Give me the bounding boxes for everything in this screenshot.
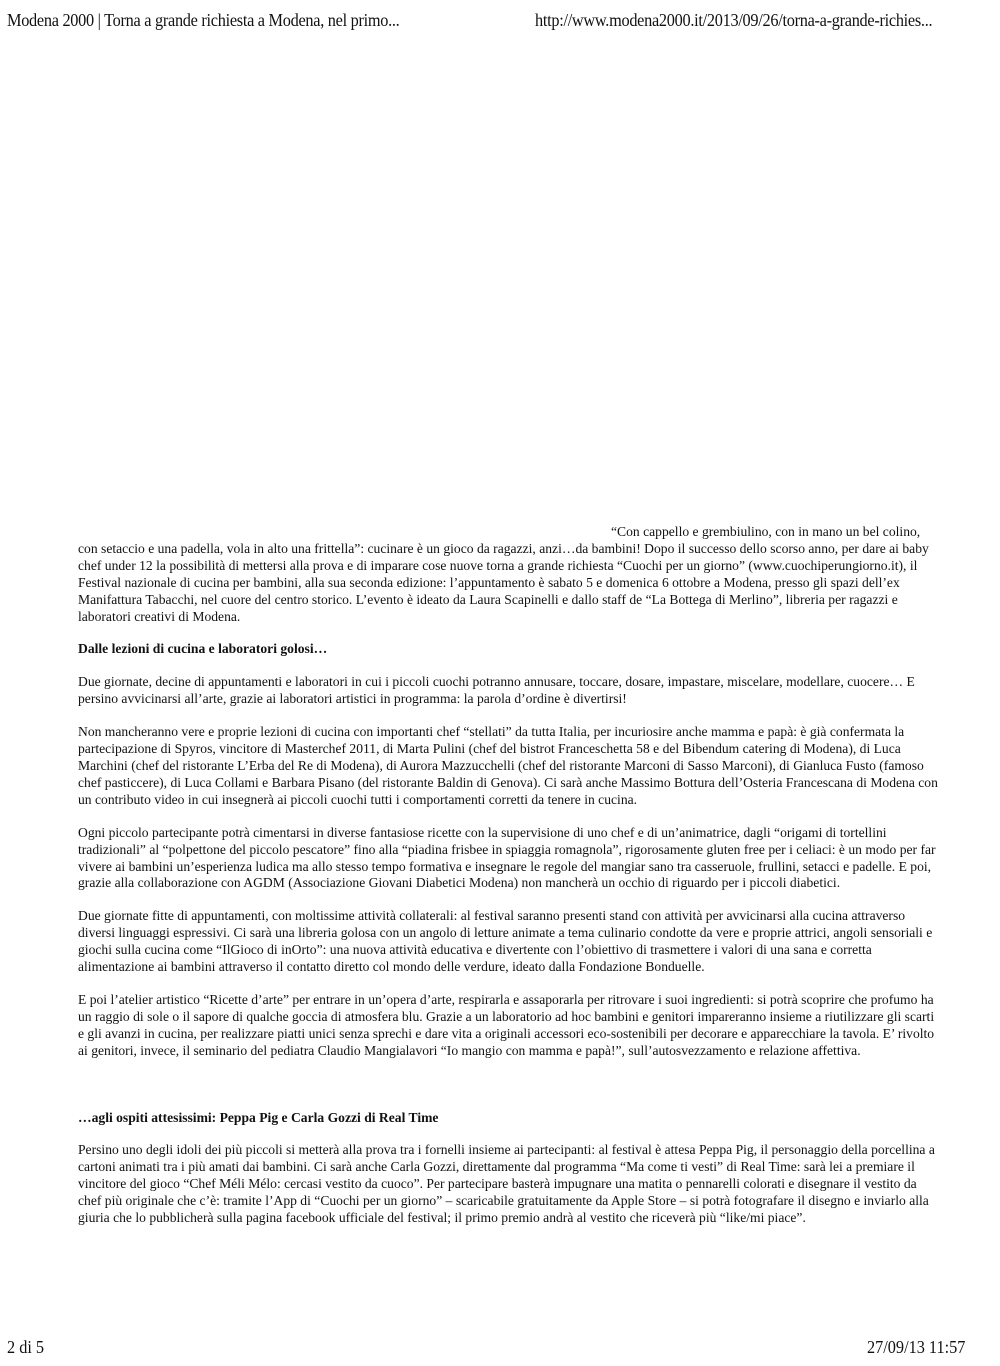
paragraph: Non mancheranno vere e proprie lezioni di cucina con importanti chef “stellati” da tutta Italia, per incuriosire anche mamma e papà: è già confermata la partecipazione di Spyros, vincitore di Masterchef 2011, di Marta Pulini (chef del bistrot Franceschetta 58 e del Bibendum catering di Modena), di Luca Marchini (chef del ristorante L’Erba del Re di Modena), di Aurora Mazzucchelli (chef del ristorante Marconi di Sasso Marconi), di Gianluca Fusto (famoso chef pasticcere), di Luca Collami e Barbara Pisano (del ristorante Baldin di Genova). Ci sarà anche Massimo Bottura dell’Osteria Francescana di Modena con un contributo video in cui insegnerà ai piccoli cuochi tutti i comportamenti corretti da tenere in cucina. xyxy=(78,724,938,807)
paragraph: E poi l’atelier artistico “Ricette d’arte” per entrare in un’opera d’arte, respirarla e assaporarla per ritrovare i suoi ingredienti: si potrà scoprire che profumo ha un raggio di sole o il sapore di qualche goccia di atmosfera blu. Grazie a un laboratorio ad hoc bambini e genitori impareranno insieme a riutilizzare gli scarti e gli avanzi in cucina, per realizzare piatti unici senza sprechi e dare vita a originali accessori eco-sostenibili per decorare e apparecchiare la tavola. E’ rivolto ai genitori, invece, il seminario del pediatra Claudio Mangialavori “Io mangio con mamma e papà!”, sull’autosvezzamento e relazione affettiva. xyxy=(78,991,935,1058)
article-intro-text: “Con cappello e grembiulino, con in mano un bel colino, con setaccio e una padella, vola in alto una frittella”: cucinare è un gioco da ragazzi, anzi…da bambini! Dopo il successo dello scorso anno, per dare ai baby chef under 12 la possibilità di mettersi alla prova e di imparare cose nuove torna a grande richiesta “Cuochi per un giorno” (www.cuochiperungiorno.it), il Festival nazionale di cucina per bambini, alla sua seconda edizione: l’appuntamento è sabato 5 e domenica 6 ottobre a Modena, presso gli spazi dell’ex Manifattura Tabacchi, nel cuore del centro storico. L’evento è ideato da Laura Scapinelli e dallo staff de “La Bottega di Merlino”, libreria per ragazzi e laboratori creativi di Modena. xyxy=(78,524,929,624)
section-heading-guests: …agli ospiti attesissimi: Peppa Pig e Carla Gozzi di Real Time xyxy=(78,1109,439,1125)
print-header-title: Modena 2000 | Torna a grande richiesta a Modena, nel primo... xyxy=(7,10,400,30)
paragraph: Persino uno degli idoli dei più piccoli si metterà alla prova tra i fornelli insieme ai partecipanti: al festival è attesa Peppa Pig, il personaggio della porcellina a cartoni animati tra i più amati dai bambini. Ci sarà anche Carla Gozzi, direttamente dal programma “Ma come ti vesti” di Real Time: sarà lei a premiare il vincitore del gioco “Chef Méli Mélo: cercasi vestito da cuoco”. Per partecipare basterà impugnare una matita o pennarelli colorati e disegnare il vestito da chef più originale che c’è: tramite l’App di “Cuochi per un giorno” – scaricabile gratuitamente da Apple Store – si potrà fotografare il disegno e inviarlo alla giuria che lo pubblicherà sulla pagina facebook ufficiale del festival; il primo premio andrà al vestito che riceverà più “like/mi piace”. xyxy=(78,1142,935,1226)
print-header-url: http://www.modena2000.it/2013/09/26/torna-a-grande-richies... xyxy=(535,10,933,30)
print-footer-page: 2 di 5 xyxy=(7,1337,45,1357)
paragraph: Due giornate, decine di appuntamenti e laboratori in cui i piccoli cuochi potranno annusare, toccare, dosare, impastare, miscelare, modellare, cuocere… E persino avvicinarsi all’arte, grazie ai laboratori artistici in programma: la parola d’ordine è divertirsi! xyxy=(78,674,915,707)
section-heading-lessons: Dalle lezioni di cucina e laboratori golosi… xyxy=(78,641,328,657)
article-body xyxy=(78,524,938,1227)
paragraph: Ogni piccolo partecipante potrà cimentarsi in diverse fantasiose ricette con la supervisione di uno chef e di un’animatrice, dagli “origami di tortellini tradizionali” al “polpettone del piccolo pescatore” fino alla “piadina frisbee in spiaggia romagnola”, rigorosamente gluten free per i celiaci: è un modo per far vivere ai bambini un’esperienza ludica ma allo stesso tempo formativa e insegnare le regole del mangiar sano tra casseruole, frullini, setacci e padelle. E poi, grazie alla collaborazione con AGDM (Associazione Giovani Diabetici Modena) non mancherà un occhio di riguardo per i piccoli diabetici. xyxy=(78,824,936,891)
print-footer-datetime: 27/09/13 11:57 xyxy=(867,1337,966,1357)
paragraph: Due giornate fitte di appuntamenti, con moltissime attività collaterali: al festival saranno presenti stand con attività per avvicinarsi alla cucina attraverso diversi linguaggi espressivi. Ci sarà una libreria golosa con un angolo di letture animate a tema culinario condotte da vere e proprie attrici, angoli sensoriali e giochi sulla cucina come “IlGioco di inOrto”: una nuova attività educativa e divertente con l’obiettivo di trasmettere i valori di una sana e corretta alimentazione ai bambini attraverso il contatto diretto col mondo delle verdure, ideato dalla Fondazione Bonduelle. xyxy=(78,908,933,975)
article-intro xyxy=(78,524,938,625)
